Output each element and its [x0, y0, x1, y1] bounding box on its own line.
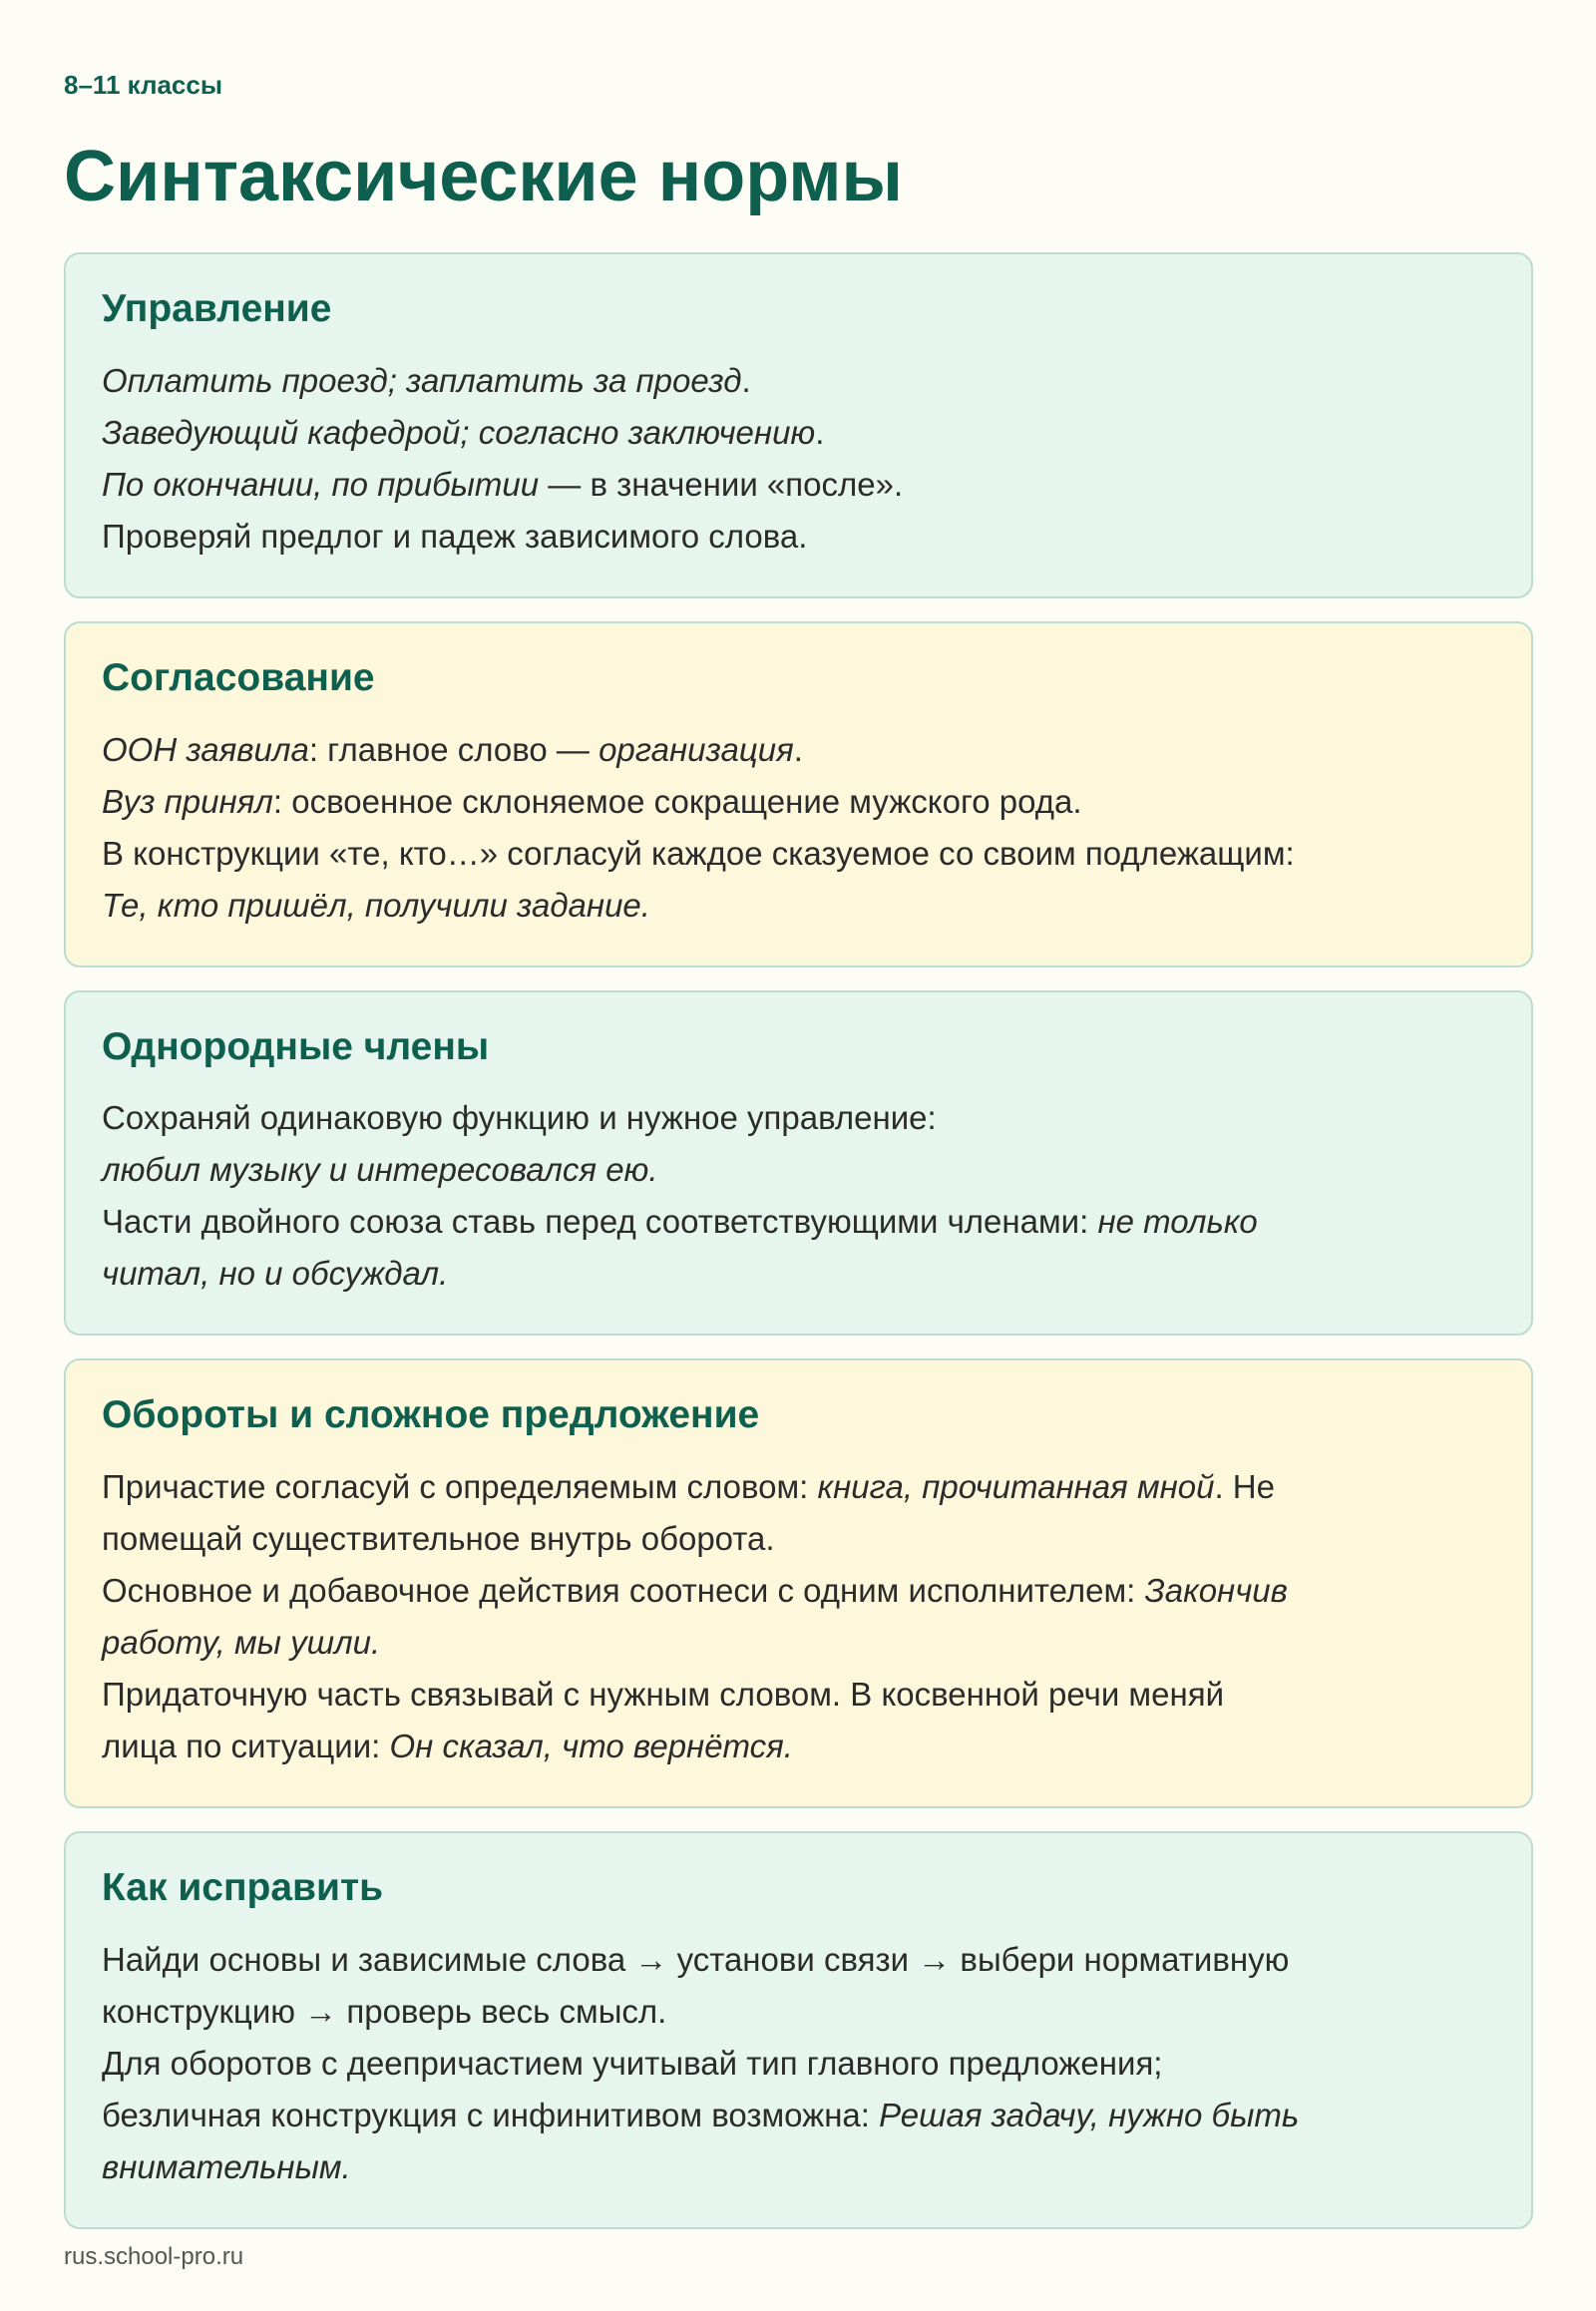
- section-text-line: [102, 459, 1495, 511]
- section-text-line: [102, 1934, 1495, 1986]
- rule-text: Для оборотов с деепричастием учитывай тип главного предложения;: [102, 2044, 1163, 2082]
- rule-text: Проверяй предлог и падеж зависимого слова.: [102, 517, 808, 555]
- section-text-line: [102, 1565, 1495, 1617]
- rule-text: безличная конструкция с инфинитивом возможна:: [102, 2096, 880, 2133]
- rule-text: Основное и добавочное действия соотнеси с одним исполнителем:: [102, 1572, 1145, 1610]
- example-text: не только: [1097, 1203, 1258, 1241]
- rule-text: : главное слово —: [308, 730, 599, 768]
- section-text-line: [102, 828, 1495, 880]
- rule-text: Придаточную часть связывай с нужным словом. В косвенной речи меняй: [102, 1676, 1224, 1714]
- section-text-line: [102, 1092, 1495, 1144]
- section-text-line: [102, 407, 1495, 459]
- section-text-line: [102, 1513, 1495, 1565]
- rule-text: .: [815, 413, 825, 451]
- rule-text: .: [741, 361, 751, 399]
- section-card-soglasovanie: [64, 621, 1533, 967]
- section-text-line: [102, 1248, 1495, 1300]
- section-card-upravlenie: [64, 252, 1533, 598]
- page-title: Синтаксические нормы: [64, 137, 903, 216]
- section-body: [102, 1934, 1495, 2193]
- example-text: внимательным.: [102, 2147, 351, 2185]
- section-text-line: [102, 2141, 1495, 2193]
- example-text: По окончании, по прибытии: [102, 465, 540, 503]
- section-text-line: [102, 1721, 1495, 1772]
- section-text-line: [102, 1617, 1495, 1669]
- example-text: Вуз принял: [102, 782, 273, 820]
- section-body: [102, 1461, 1495, 1772]
- section-text-line: [102, 880, 1495, 932]
- example-text: Он сказал, что вернётся.: [389, 1728, 793, 1765]
- section-title: Обороты и сложное предложение: [102, 1393, 760, 1437]
- section-text-line: [102, 724, 1495, 776]
- section-title: Управление: [102, 287, 332, 330]
- footer-site: rus.school-pro.ru: [64, 2243, 244, 2270]
- section-text-line: [102, 1144, 1495, 1196]
- section-text-line: [102, 511, 1495, 563]
- section-text-line: [102, 1986, 1495, 2038]
- rule-text: — в значении «после».: [539, 465, 904, 503]
- rule-text: помещай существительное внутрь оборота.: [102, 1520, 775, 1558]
- example-text: Оплатить проезд; заплатить за проезд: [102, 361, 742, 399]
- rule-text: Сохраняй одинаковую функцию и нужное управление:: [102, 1099, 937, 1137]
- section-text-line: [102, 355, 1495, 407]
- example-text: работу, мы ушли.: [102, 1624, 381, 1662]
- section-title: Однородные члены: [102, 1024, 490, 1068]
- section-card-kak-ispravit: [64, 1831, 1533, 2229]
- rule-text: конструкцию → проверь весь смысл.: [102, 1992, 667, 2030]
- section-text-line: [102, 1461, 1495, 1513]
- section-text-line: [102, 776, 1495, 828]
- section-body: [102, 355, 1495, 563]
- sections-container: [64, 252, 1533, 2252]
- section-text-line: [102, 1669, 1495, 1721]
- rule-text: : освоенное склоняемое сокращение мужского рода.: [272, 782, 1082, 820]
- section-card-oboroty: [64, 1358, 1533, 1808]
- rule-text: Причастие согласуй с определяемым словом:: [102, 1468, 818, 1506]
- rule-text: Найди основы и зависимые слова → установи связи → выбери нормативную: [102, 1940, 1290, 1978]
- example-text: Те, кто пришёл, получили задание.: [102, 886, 650, 924]
- example-text: Заведующий кафедрой; согласно заключению: [102, 413, 816, 451]
- example-text: организация: [598, 730, 794, 768]
- example-text: книга, прочитанная мной: [817, 1468, 1215, 1506]
- rule-text: .: [793, 730, 803, 768]
- rule-text: . Не: [1214, 1468, 1275, 1506]
- example-text: любил музыку и интересовался ею.: [102, 1151, 658, 1189]
- rule-text: лица по ситуации:: [102, 1728, 390, 1765]
- section-text-line: [102, 2090, 1495, 2141]
- example-text: ООН заявила: [102, 730, 309, 768]
- section-title: Согласование: [102, 655, 375, 699]
- rule-text: Части двойного союза ставь перед соответствующими членами:: [102, 1203, 1098, 1241]
- section-text-line: [102, 1196, 1495, 1248]
- section-text-line: [102, 2038, 1495, 2090]
- section-body: [102, 724, 1495, 932]
- example-text: Закончив: [1144, 1572, 1288, 1610]
- example-text: читал, но и обсуждал.: [102, 1255, 449, 1293]
- rule-text: В конструкции «те, кто…» согласуй каждое сказуемое со своим подлежащим:: [102, 834, 1295, 872]
- section-card-odnorodnye-chleny: [64, 990, 1533, 1337]
- example-text: Решая задачу, нужно быть: [879, 2096, 1300, 2133]
- section-body: [102, 1092, 1495, 1300]
- grade-label: 8–11 классы: [64, 70, 223, 100]
- section-title: Как исправить: [102, 1866, 384, 1910]
